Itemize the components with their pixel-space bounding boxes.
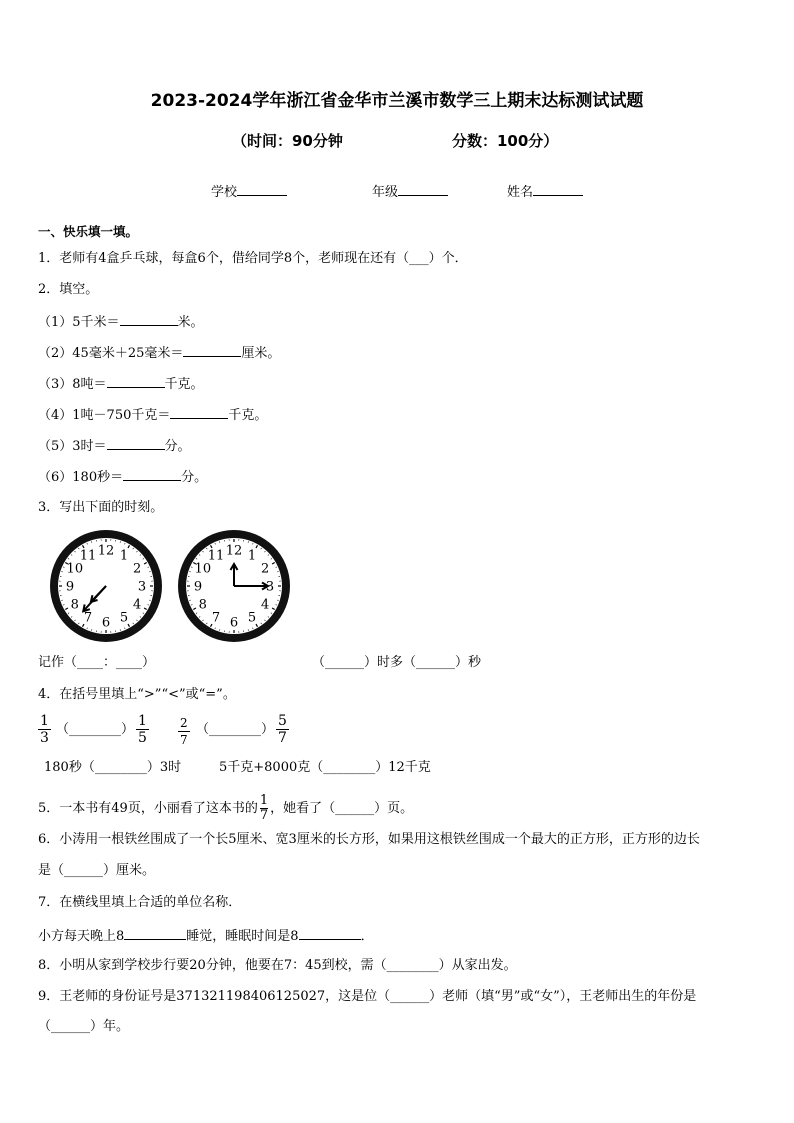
clock-2	[175, 527, 293, 645]
question-3-title: 3．写出下面的时刻。	[38, 500, 164, 515]
answer-blank[interactable]	[124, 926, 186, 940]
question-2-item-3	[38, 374, 204, 394]
clock-number: 9	[65, 579, 75, 595]
item-unit: 米。	[177, 315, 204, 330]
page-title: 2023-2024学年浙江省金华市兰溪市数学三上期末达标测试试题	[150, 91, 644, 111]
fraction-5-7	[276, 713, 289, 746]
clock-number: 6	[101, 615, 111, 631]
question-text: ．	[360, 929, 374, 944]
question-2-item-4	[38, 405, 267, 425]
question-text: 睡觉，睡眠时间是8	[186, 929, 299, 944]
question-2-item-5	[38, 436, 191, 456]
question-1: 1．老师有4盒乒乓球，每盒6个，借给同学8个，老师现在还有（___）个．	[38, 251, 468, 266]
clock-number: 5	[119, 610, 129, 626]
question-2-title: 2．填空。	[38, 282, 99, 297]
school-blank[interactable]	[237, 182, 287, 196]
clock-number: 11	[207, 548, 225, 564]
clock-number: 11	[79, 548, 97, 564]
answer-blank[interactable]	[107, 374, 165, 388]
school-label: 学校	[211, 185, 238, 200]
grade-label: 年级	[372, 185, 399, 200]
clock-number: 2	[261, 561, 270, 577]
fraction-1-7	[260, 794, 268, 823]
question-text: ，她看了（______）页。	[270, 801, 414, 816]
clock-number: 1	[247, 548, 257, 564]
clock-number: 7	[211, 610, 221, 626]
question-6-line-1: 6．小涛用一根铁丝围成了一个长5厘米、宽3厘米的长方形，如果用这根铁丝围成一个最大的正方形，正方形的边长	[38, 832, 700, 847]
clock-number: 8	[70, 597, 79, 613]
fraction-numerator: 1	[40, 713, 49, 729]
fraction-denominator: 3	[40, 730, 49, 746]
clock-number: 2	[133, 561, 142, 577]
exam-time: （时间：90分钟	[232, 132, 343, 150]
question-2-item-1	[38, 312, 204, 332]
clock-number: 3	[265, 579, 275, 595]
fraction-numerator: 2	[180, 716, 188, 730]
clock-number: 8	[198, 597, 207, 613]
item-unit: 分。	[164, 439, 191, 454]
clock-number: 10	[194, 561, 212, 577]
fraction-denominator: 7	[259, 808, 269, 823]
item-unit: 厘米。	[241, 346, 281, 361]
item-text: （1）5千米＝	[38, 315, 120, 330]
item-text: （6）180秒＝	[38, 470, 124, 485]
item-text: （4）1吨－750千克＝	[38, 408, 171, 423]
name-label: 姓名	[507, 185, 534, 200]
school-field	[211, 181, 287, 200]
clock-number: 4	[133, 597, 142, 613]
clock-number: 4	[261, 597, 270, 613]
answer-blank[interactable]	[299, 926, 361, 940]
question-2-item-2	[38, 343, 280, 363]
item-text: （5）3时＝	[38, 439, 107, 454]
question-5	[38, 794, 413, 823]
question-9-line-2: （______）年。	[38, 1019, 130, 1034]
question-text: 5．一本书有49页，小丽看了这本书的	[38, 801, 258, 816]
fraction-2-7	[178, 715, 190, 748]
question-2-item-6	[38, 467, 207, 487]
compare-blank-1[interactable]: （________）	[56, 722, 135, 737]
clock-number: 7	[83, 610, 93, 626]
fraction-1-3	[38, 713, 51, 746]
question-4-row-2a: 180秒（________）3时	[44, 760, 182, 775]
clock-number: 3	[137, 579, 147, 595]
item-unit: 分。	[181, 470, 208, 485]
question-text: 小方每天晚上8	[38, 929, 125, 944]
question-3-answer-right: （______）时多（______）秒	[312, 655, 482, 670]
question-8: 8．小明从家到学校步行要20分钟，他要在7：45到校，需（________）从家出发。	[38, 958, 517, 973]
item-text: （2）45毫米＋25毫米＝	[38, 346, 184, 361]
grade-field	[372, 181, 448, 200]
fraction-numerator: 1	[259, 793, 269, 808]
question-6-line-2: 是（______）厘米。	[38, 863, 156, 878]
item-unit: 千克。	[164, 377, 204, 392]
item-text: （3）8吨＝	[38, 377, 107, 392]
clock-number: 6	[229, 615, 239, 631]
clock-number: 5	[247, 610, 257, 626]
fraction-denominator: 5	[138, 730, 147, 746]
compare-blank-2[interactable]: （________）	[196, 722, 275, 737]
question-9-line-1: 9．王老师的身份证号是371321198406125027，这是位（______）老师（填“男”或“女”），王老师出生的年份是	[38, 989, 697, 1004]
question-3-answer-left: 记作（____：____）	[38, 655, 156, 670]
answer-blank[interactable]	[123, 467, 181, 481]
fraction-1-5	[136, 713, 149, 746]
question-4-title: 4．在括号里填上“>”“<”或“=”。	[38, 687, 236, 702]
clock-number: 12	[225, 543, 243, 559]
clock-number: 10	[66, 561, 84, 577]
answer-blank[interactable]	[183, 343, 241, 357]
clock-number: 9	[193, 579, 203, 595]
answer-blank[interactable]	[120, 312, 178, 326]
fraction-denominator: 7	[278, 730, 287, 746]
answer-blank[interactable]	[170, 405, 228, 419]
fraction-denominator: 7	[180, 733, 188, 747]
grade-blank[interactable]	[398, 182, 448, 196]
section-heading: 一、快乐填一填。	[38, 224, 139, 239]
question-7-sentence	[38, 926, 374, 946]
clock-1	[47, 527, 165, 645]
clock-number: 12	[97, 543, 115, 559]
item-unit: 千克。	[228, 408, 268, 423]
question-4-row-2b: 5千克+8000克（________）12千克	[219, 760, 431, 775]
clock-number: 1	[119, 548, 129, 564]
name-blank[interactable]	[533, 182, 583, 196]
fraction-numerator: 5	[278, 713, 287, 729]
name-field	[507, 181, 583, 200]
exam-score: 分数：100分）	[452, 132, 559, 150]
question-7-title: 7．在横线里填上合适的单位名称．	[38, 895, 242, 910]
fraction-numerator: 1	[138, 713, 147, 729]
answer-blank[interactable]	[107, 436, 165, 450]
